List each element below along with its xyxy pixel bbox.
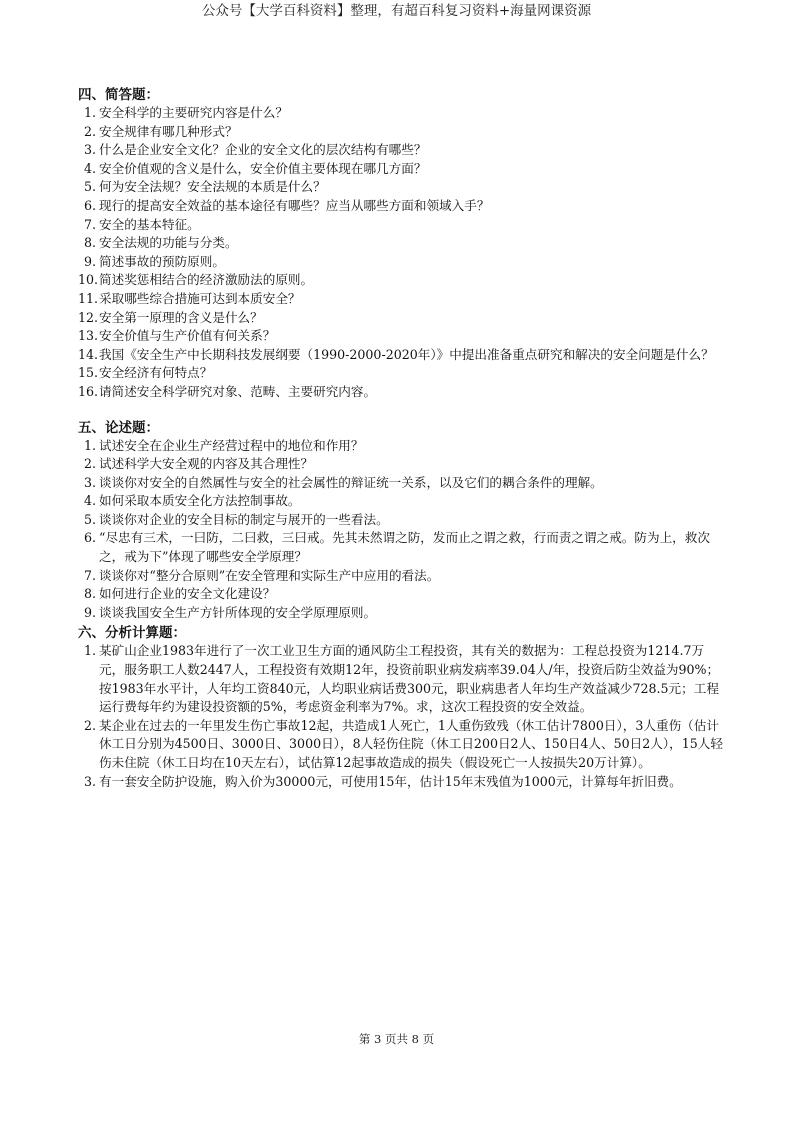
section-essay [78,419,728,623]
question-text: 请简述安全科学研究对象、范畴、主要研究内容。 [99,383,377,399]
section-title: 五、论述题： [78,419,159,436]
question-item [78,327,728,346]
question-text: 简述奖惩相结合的经济激励法的原则。 [99,272,314,288]
section-title: 四、简答题： [78,87,159,103]
question-number: 10. [78,272,99,288]
question-item [78,104,728,123]
question-number: 1. [83,643,96,659]
question-number: 4. [83,493,96,509]
question-number: 13. [78,328,99,344]
question-number: 7. [83,567,96,583]
question-text: 安全第一原理的含义是什么？ [99,309,263,325]
question-number: 1. [83,105,96,120]
question-text: 某矿山企业1983年进行了一次工业卫生方面的通风防尘工程投资，其有关的数据为：工程总投资为1214.7万元，服务职工人数2447人，工程投资有效期12年，投资前职业病发病率39.04人/年，投资后防尘效益为90%；按1983年水平计，人年均工资840元，人均职业病话费300元，职业病患者人年均生产效益减少728.5元；工程运行费每年约为建设投资额的5%，考虑资金利率为7%。求，这次工程投资的安全效益。 [99,643,720,715]
question-number: 2. [83,456,96,472]
question-item [78,234,728,253]
question-item [78,383,728,402]
question-text: 安全的基本特征。 [99,216,200,232]
question-number: 5. [83,179,96,195]
question-number: 9. [83,604,96,620]
question-list [78,437,728,623]
question-number: 3. [83,474,96,490]
question-text: 谈谈你对安全的自然属性与安全的社会属性的辩证统一关系，以及它们的耦合条件的理解。 [99,474,603,490]
question-item [78,160,728,179]
document-body [78,86,728,808]
question-number: 5. [83,511,96,527]
question-number: 9. [83,253,96,269]
question-item [78,567,728,586]
question-item [78,474,728,493]
question-text: 安全价值观的含义是什么，安全价值主要体现在哪几方面？ [99,160,427,176]
question-item [78,455,728,474]
question-text: 谈谈你对“整分合原则”在安全管理和实际生产中应用的看法。 [99,567,440,583]
question-text: “尽忠有三术，一曰防，二曰救，三曰戒。先其未然谓之防，发而止之谓之救，行而责之谓之戒。防为上，救次之，戒为下”体现了哪些安全学原理？ [99,530,710,565]
question-text: 采取哪些综合措施可达到本质安全？ [99,290,301,306]
question-text: 安全法规的功能与分类。 [99,235,238,251]
question-number: 4. [83,160,96,176]
question-item [78,511,728,530]
question-item [78,253,728,272]
question-item [78,364,728,383]
question-item [78,123,728,142]
question-item [78,271,728,290]
section-title: 六、分析计算题： [78,625,186,642]
question-item [78,642,728,716]
question-item [78,216,728,235]
question-text: 有一套安全防护设施，购入价为30000元，可使用15年，估计15年末残值为1000元，计算每年折旧费。 [99,773,682,789]
question-text: 安全科学的主要研究内容是什么？ [99,105,288,120]
question-text: 谈谈你对企业的安全目标的制定与展开的一些看法。 [99,511,389,527]
question-item [78,346,728,365]
question-number: 8. [83,586,96,602]
question-number: 16. [78,383,99,399]
question-text: 我国《安全生产中长期科技发展纲要（1990-2000-2020年）》中提出准备重点研究和解决的安全问题是什么？ [99,346,714,362]
section-short-answer [78,86,728,402]
question-text: 试述安全在企业生产经营过程中的地位和作用？ [99,437,364,453]
question-item [78,437,728,456]
question-item [78,141,728,160]
question-number: 6. [83,530,96,546]
question-number: 7. [83,216,96,232]
page-footer: 第 3 页共 8 页 [358,1032,435,1046]
question-item [78,604,728,623]
question-text: 如何采取本质安全化方法控制事故。 [99,493,301,509]
page-header: 公众号【大学百科资料】整理，有超百科复习资料+海量网课资源 [201,3,592,19]
question-item [78,529,728,566]
question-item [78,290,728,309]
question-text: 试述科学大安全观的内容及其合理性？ [99,456,314,472]
question-text: 简述事故的预防原则。 [99,253,225,269]
section-calculation [78,624,728,791]
question-number: 2. [83,717,96,733]
question-item [78,585,728,604]
question-number: 1. [83,437,96,453]
question-item [78,492,728,511]
question-number: 11. [78,290,99,306]
question-list [78,642,728,791]
question-item [78,717,728,773]
question-text: 安全价值与生产价值有何关系？ [99,328,276,344]
question-item [78,197,728,216]
question-text: 安全经济有何特点？ [99,365,213,381]
question-text: 何为安全法规？安全法规的本质是什么？ [99,179,326,195]
question-item [78,773,728,792]
question-item [78,309,728,328]
question-number: 2. [83,123,96,139]
question-text: 某企业在过去的一年里发生伤亡事故12起，共造成1人死亡，1人重伤致残（休工估计7800日），3人重伤（估计休工日分别为4500日、3000日、3000日），8人轻伤住院（休工日200日2人、150日4人、50日2人），15人轻伤未住院（休工日均在10天左右），试估算12起事故造成的损失（假设死亡一人按损失20万计算）。 [99,717,723,770]
question-number: 12. [78,309,99,325]
question-text: 现行的提高安全效益的基本途径有哪些？应当从哪些方面和领域入手？ [99,197,490,213]
question-item [78,178,728,197]
question-list [78,104,728,402]
question-number: 14. [78,346,99,362]
question-text: 如何进行企业的安全文化建设？ [99,586,276,602]
question-number: 6. [83,197,96,213]
question-number: 15. [78,365,99,381]
question-number: 3. [83,773,96,789]
question-number: 8. [83,235,96,251]
question-number: 3. [83,142,96,158]
question-text: 安全规律有哪几种形式？ [99,123,238,139]
question-text: 谈谈我国安全生产方针所体现的安全学原理原则。 [99,604,377,620]
question-text: 什么是企业安全文化？企业的安全文化的层次结构有哪些？ [99,142,427,158]
